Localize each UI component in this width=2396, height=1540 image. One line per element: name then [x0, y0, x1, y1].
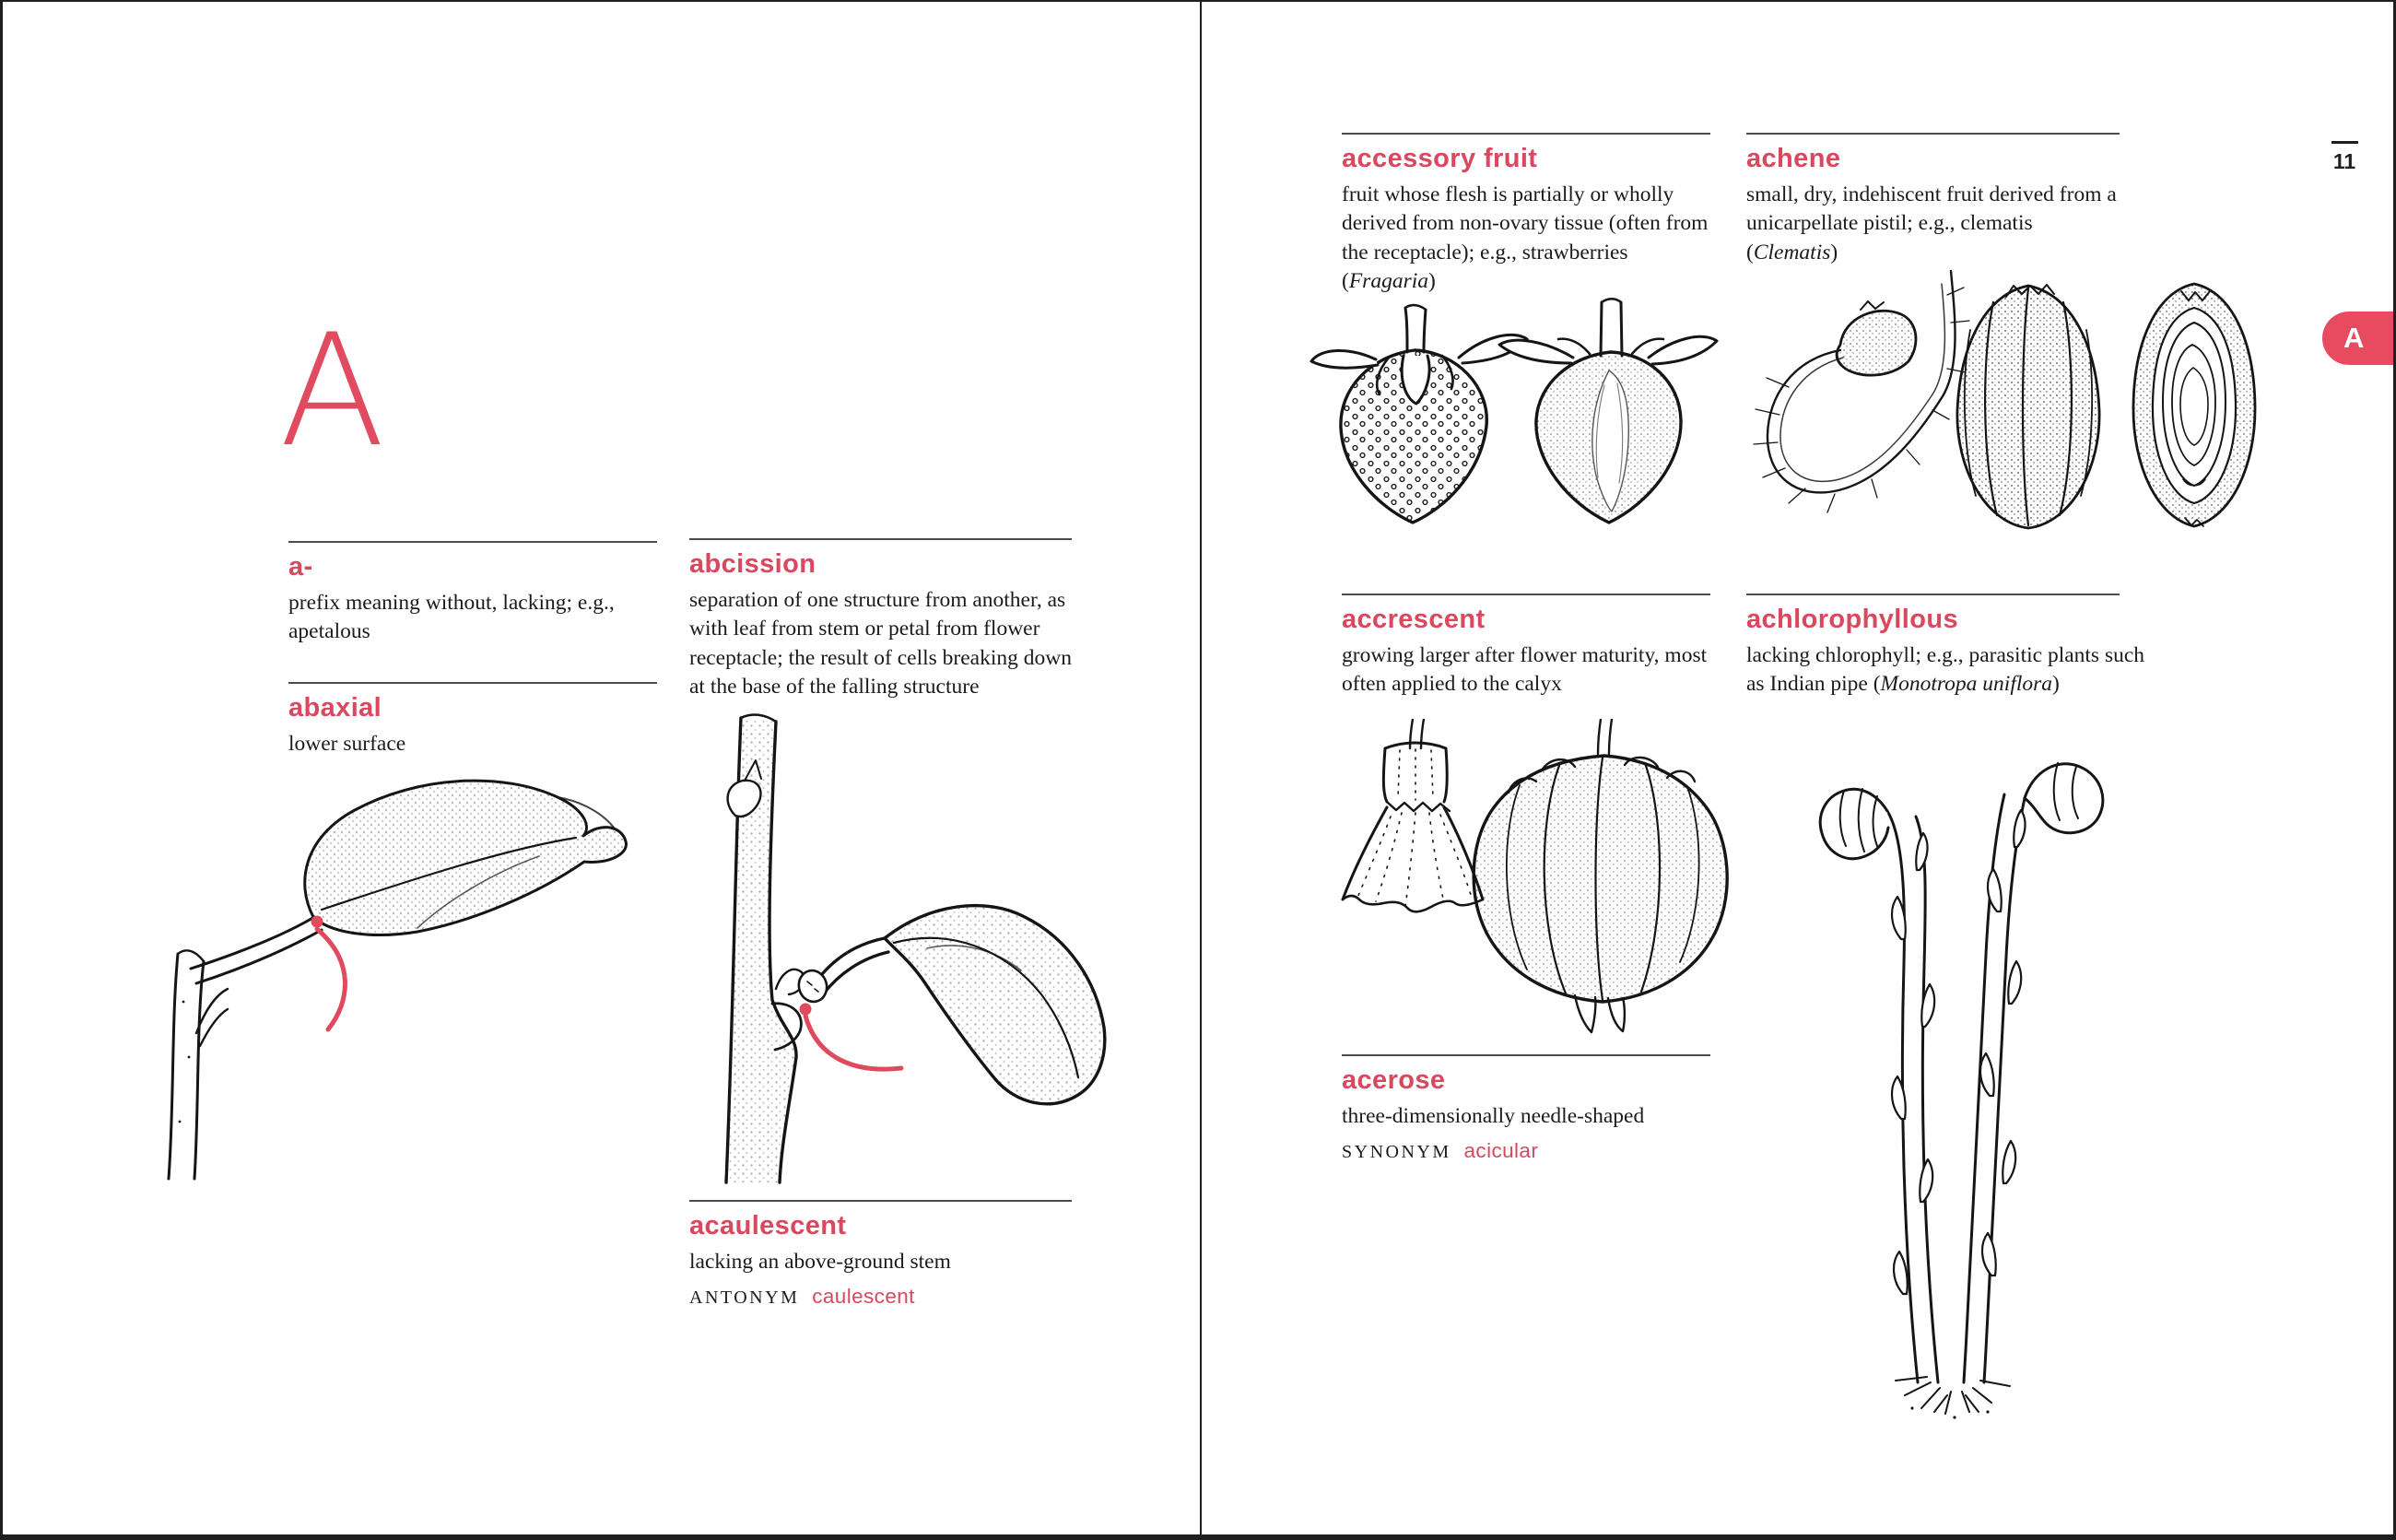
- entry-term: abaxial: [288, 693, 382, 723]
- entry-definition: [1746, 181, 2120, 267]
- abaxial-leaf-illustration: [141, 771, 680, 1181]
- definition-text: small, dry, indehiscent fruit derived from a unicarpellate pistil; e.g., clematis (: [1746, 182, 2117, 265]
- cross-reference-row: [689, 1285, 1072, 1310]
- definition-text: lacking chlorophyll; e.g., parasitic plants such as Indian pipe (: [1746, 642, 2145, 697]
- entry-rule: [1342, 1054, 1710, 1056]
- entry-definition: three-dimensionally needle-shaped: [1342, 1103, 1645, 1128]
- definition-text: ): [1830, 240, 1838, 265]
- entry-definition: [1746, 641, 2152, 699]
- thumb-tab-letter: A: [2343, 322, 2365, 354]
- entry-term: accessory fruit: [1342, 144, 1538, 173]
- entry-definition: lower surface: [288, 731, 406, 756]
- page-gutter-divider: [1200, 2, 1202, 1540]
- entry-definition: growing larger after flower maturity, most often applied to the calyx: [1342, 642, 1708, 697]
- entry-definition: lacking an above-ground stem: [689, 1249, 951, 1274]
- entry-rule: [288, 541, 657, 543]
- entry-rule: [689, 1200, 1072, 1202]
- definition-text: ): [2052, 672, 2060, 697]
- cross-reference-row: [1342, 1139, 1710, 1164]
- entry-term: acerose: [1342, 1065, 1446, 1095]
- species-name: Fragaria: [1348, 269, 1429, 294]
- entry-rule: [288, 682, 657, 684]
- entry-acerose: [1342, 1054, 1710, 1164]
- relation-label: SYNONYM: [1342, 1142, 1451, 1163]
- entry-term: achene: [1746, 144, 1841, 173]
- entry-term: acaulescent: [689, 1211, 847, 1240]
- entry-term: achlorophyllous: [1746, 605, 1958, 634]
- entry-definition: prefix meaning without, lacking; e.g., apetalous: [288, 590, 615, 644]
- relation-term-link[interactable]: caulescent: [812, 1285, 915, 1309]
- entry-rule: [1342, 594, 1710, 595]
- entry-rule: [1746, 133, 2120, 135]
- definition-text: fruit whose flesh is partially or wholly derived from non-ovary tissue (often from the receptacle); e.g., strawberries (: [1342, 182, 1709, 294]
- relation-term-link[interactable]: acicular: [1463, 1139, 1539, 1163]
- section-thumb-tab: [2322, 312, 2393, 365]
- entry-acaulescent: [689, 1200, 1072, 1310]
- entry-definition: separation of one structure from another, as with leaf from stem or petal from flower receptacle; the result of cells breaking down at the base of the falling structure: [689, 587, 1072, 699]
- entry-term: a-: [288, 552, 313, 582]
- strawberry-illustration: [1304, 271, 1757, 580]
- entry-rule: [1342, 133, 1710, 135]
- entry-abcission: [689, 538, 1072, 702]
- species-name: Monotropa uniflora: [1880, 672, 2053, 697]
- entry-rule: [689, 538, 1072, 540]
- definition-text: ): [1428, 269, 1436, 294]
- entry-rule: [1746, 594, 2120, 595]
- entry-abaxial: [288, 682, 657, 758]
- relation-label: ANTONYM: [689, 1287, 800, 1309]
- page-number-rule: [2331, 141, 2358, 144]
- entry-achlorophyllous: [1746, 594, 2152, 699]
- abscission-twig-illustration: [708, 707, 1127, 1186]
- entry-accrescent: [1342, 594, 1710, 699]
- entry-a-prefix: [288, 541, 657, 647]
- section-letter: A: [279, 300, 385, 481]
- entry-term: accrescent: [1342, 605, 1486, 634]
- indian-pipe-illustration: [1792, 723, 2156, 1423]
- accrescent-calyx-illustration: [1328, 719, 1747, 1040]
- pointer-arc: [800, 1004, 902, 1070]
- species-name: Clematis: [1753, 240, 1831, 265]
- achene-illustration: [1752, 258, 2273, 567]
- entry-achene: [1746, 133, 2120, 267]
- page-number: 11: [2332, 149, 2356, 173]
- entry-term: abcission: [689, 549, 816, 579]
